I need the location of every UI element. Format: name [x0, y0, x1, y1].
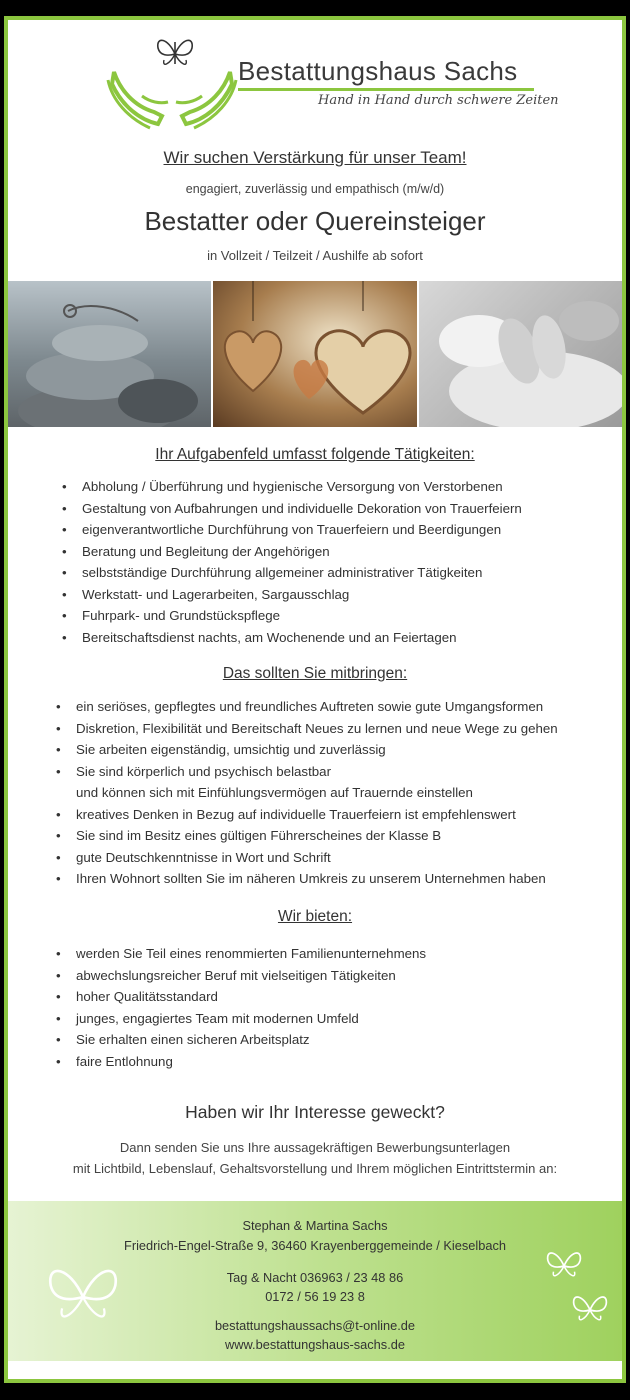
list-item-continuation: und können sich mit Einfühlungsvermögen auf Trauernde einstellen	[76, 785, 473, 800]
list-item: • Werkstatt- und Lagerarbeiten, Sargausschlag	[60, 584, 522, 606]
list-item: • junges, engagiertes Team mit modernen Umfeld	[54, 1008, 426, 1030]
list-item: • faire Entlohnung	[54, 1051, 426, 1073]
offer-title: Wir bieten:	[277, 908, 353, 925]
headline: Wir suchen Verstärkung für unser Team!	[163, 148, 467, 167]
cta-line: Dann senden Sie uns Ihre aussagekräftigen Bewerbungsunterlagen	[119, 1140, 511, 1155]
hearts-photo	[213, 281, 416, 427]
list-item: • Fuhrpark- und Grundstückspflege	[60, 605, 522, 627]
contact-phone: Tag & Nacht 036963 / 23 48 86	[226, 1270, 404, 1285]
list-item: • gute Deutschkenntnisse in Wort und Schrift	[54, 847, 558, 869]
contact-website[interactable]: www.bestattungshaus-sachs.de	[225, 1337, 405, 1352]
list-item: • Sie sind körperlich und psychisch belastbar	[54, 761, 558, 783]
requirements-title: Das sollten Sie mitbringen:	[222, 665, 408, 682]
tasks-list	[60, 476, 522, 648]
brand-name: Bestattungshaus Sachs	[238, 56, 518, 86]
subline: engagiert, zuverlässig und empathisch (m/w/d)	[185, 182, 445, 196]
photo-strip	[8, 281, 622, 427]
list-item: • Gestaltung von Aufbahrungen und individuelle Dekoration von Trauerfeiern	[60, 498, 522, 520]
brand-tagline: Hand in Hand durch schwere Zeiten	[318, 93, 559, 108]
work-time: in Vollzeit / Teilzeit / Aushilfe ab sofort	[207, 248, 423, 263]
list-item: • eigenverantwortliche Durchführung von Trauerfeiern und Beerdigungen	[60, 519, 522, 541]
list-item: • abwechslungsreicher Beruf mit vielseitigen Tätigkeiten	[54, 965, 426, 987]
list-item: • hoher Qualitätsstandard	[54, 986, 426, 1008]
list-item: • Diskretion, Flexibilität und Bereitschaft Neues zu lernen und neue Wege zu gehen	[54, 718, 558, 740]
job-title: Bestatter oder Quereinsteiger	[144, 206, 486, 236]
list-item: • Sie arbeiten eigenständig, umsichtig und zuverlässig	[54, 739, 558, 761]
contact-names: Stephan & Martina Sachs	[242, 1218, 388, 1233]
interest-heading: Haben wir Ihr Interesse geweckt?	[185, 1102, 445, 1122]
list-item: • Ihren Wohnort sollten Sie im näheren Umkreis zu unserem Unternehmen haben	[54, 868, 558, 890]
list-item: • kreatives Denken in Bezug auf individuelle Trauerfeiern ist empfehlenswert	[54, 804, 558, 826]
contact-mobile: 0172 / 56 19 23 8	[265, 1289, 365, 1304]
list-item: • Abholung / Überführung und hygienische Versorgung von Verstorbenen	[60, 476, 522, 498]
butterfly-icon	[154, 34, 196, 74]
list-item: • Beratung und Begleitung der Angehörigen	[60, 541, 522, 563]
stones-photo	[8, 281, 211, 427]
contact-address: Friedrich-Engel-Straße 9, 36460 Krayenberggemeinde / Kieselbach	[124, 1238, 506, 1253]
list-item: • Sie sind im Besitz eines gültigen Führerscheines der Klasse B	[54, 825, 558, 847]
brand-underline	[238, 88, 534, 91]
cta-text	[8, 1137, 622, 1179]
contact-footer	[8, 1201, 622, 1361]
list-item: • Sie erhalten einen sicheren Arbeitsplatz	[54, 1029, 426, 1051]
list-item: • Bereitschaftsdienst nachts, am Wochenende und an Feiertagen	[60, 627, 522, 649]
baby-feet-photo	[419, 281, 622, 427]
cta-line: mit Lichtbild, Lebenslauf, Gehaltsvorstellung und Ihrem möglichen Eintrittstermin an:	[72, 1161, 558, 1176]
job-ad-page	[4, 16, 626, 1383]
offer-list	[54, 943, 426, 1072]
requirements-list	[54, 696, 558, 890]
contact-email[interactable]: bestattungshaussachs@t-online.de	[214, 1318, 416, 1333]
tasks-title: Ihr Aufgabenfeld umfasst folgende Tätigkeiten:	[155, 446, 475, 463]
list-item: • werden Sie Teil eines renommierten Familienunternehmens	[54, 943, 426, 965]
list-item: • selbstständige Durchführung allgemeiner administrativer Tätigkeiten	[60, 562, 522, 584]
list-item: • ein seriöses, gepflegtes und freundliches Auftreten sowie gute Umgangsformen	[54, 696, 558, 718]
header	[8, 20, 622, 120]
